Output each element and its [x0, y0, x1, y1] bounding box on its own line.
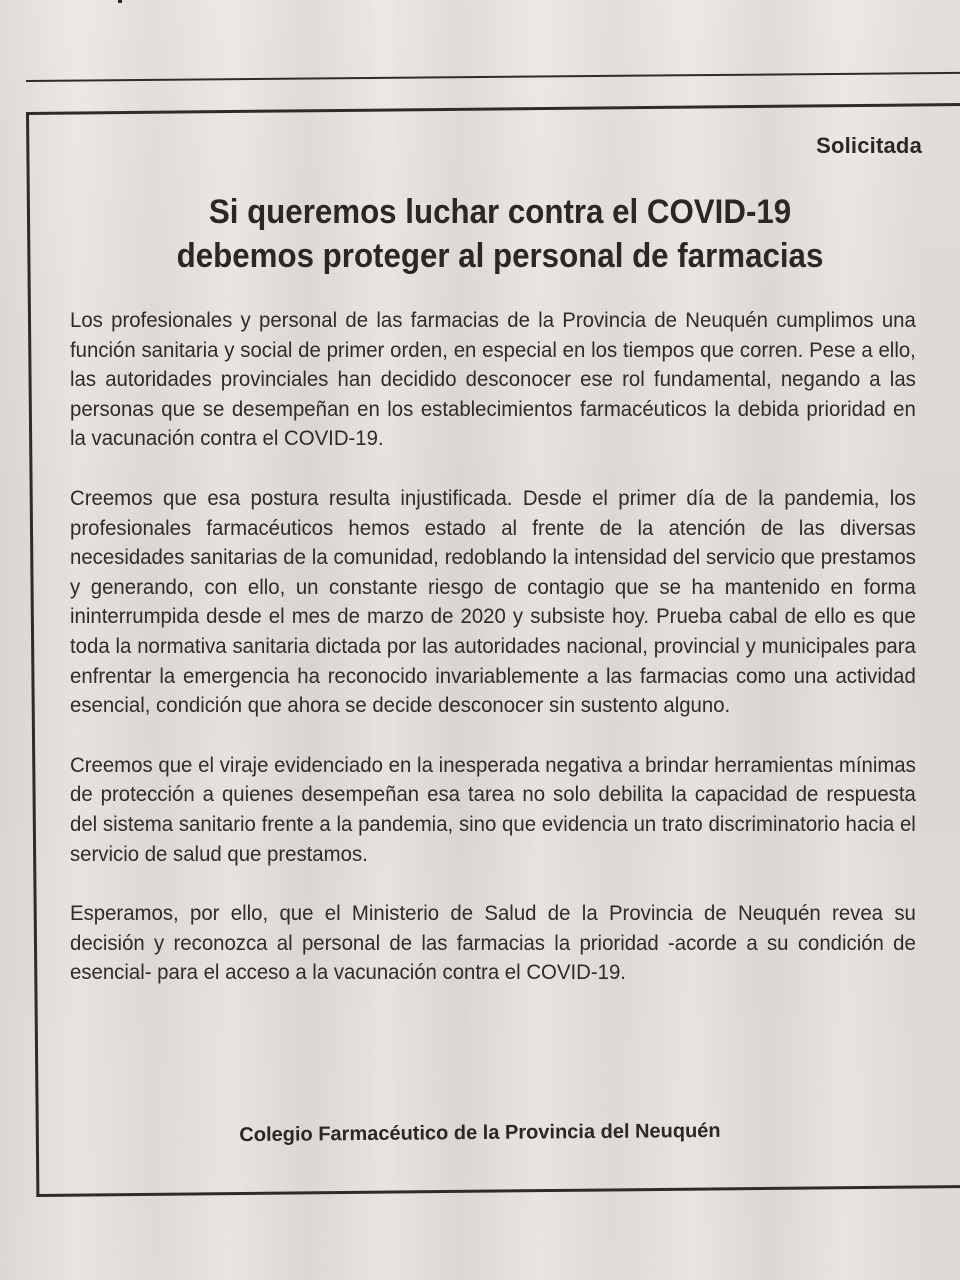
- paragraph-4: Esperamos, por ello, que el Ministerio de Salud de la Provincia de Neuquén revea su decisión y reconozca al personal de las farmacias la prioridad -acorde a su condición de esencial- para el acceso a la vacunación contra el COVID-19.: [70, 902, 916, 985]
- previous-article-fragment: [118, 0, 122, 3]
- section-divider: [26, 72, 960, 82]
- paragraph-3: Creemos que el viraje evidenciado en la inesperada negativa a brindar herramientas mínimas de protección a quienes desempeñan esa tarea no solo debilita la capacidad de respuesta del sistema sanitario frente a la pandemia, sino que evidencia un trato discriminatorio hacia el servicio de salud que prestamos.: [70, 753, 916, 866]
- section-label: Solicitada: [816, 133, 922, 158]
- headline-line-1: Si queremos luchar contra el COVID-19: [208, 193, 792, 231]
- paragraph-2: Creemos que esa postura resulta injustificada. Desde el primer día de la pandemia, los profesionales farmacéuticos hemos estado al frente de la atención de las diversas necesidades sanitarias de la comunidad, redoblando la intensidad del servicio que prestamos y generando, con ello, un constante riesgo de contagio que se ha mantenido en forma ininterrumpida desde el mes de marzo de 2020 y subsiste hoy. Prueba cabal de ello es que toda la normativa sanitaria dictada por las autoridades nacional, provincial y municipales para enfrentar la emergencia ha reconocido invariablemente a las farmacias como una actividad esencial, condición que ahora se decide desconocer sin sustento alguno.: [70, 486, 916, 718]
- headline: [95, 190, 905, 278]
- headline-line-2: debemos proteger al personal de farmacias: [176, 237, 824, 275]
- article-body: [70, 306, 916, 1018]
- paragraph-1: Los profesionales y personal de las farmacias de la Provincia de Neuquén cumplimos una función sanitaria y social de primer orden, en especial en los tiempos que corren. Pese a ello, las autoridades provinciales han decidido desconocer ese rol fundamental, negando a las personas que se desempeñan en los establecimientos farmacéuticos la debida prioridad en la vacunación contra el COVID-19.: [70, 309, 916, 451]
- signature: Colegio Farmacéutico de la Provincia del Neuquén: [239, 1119, 721, 1147]
